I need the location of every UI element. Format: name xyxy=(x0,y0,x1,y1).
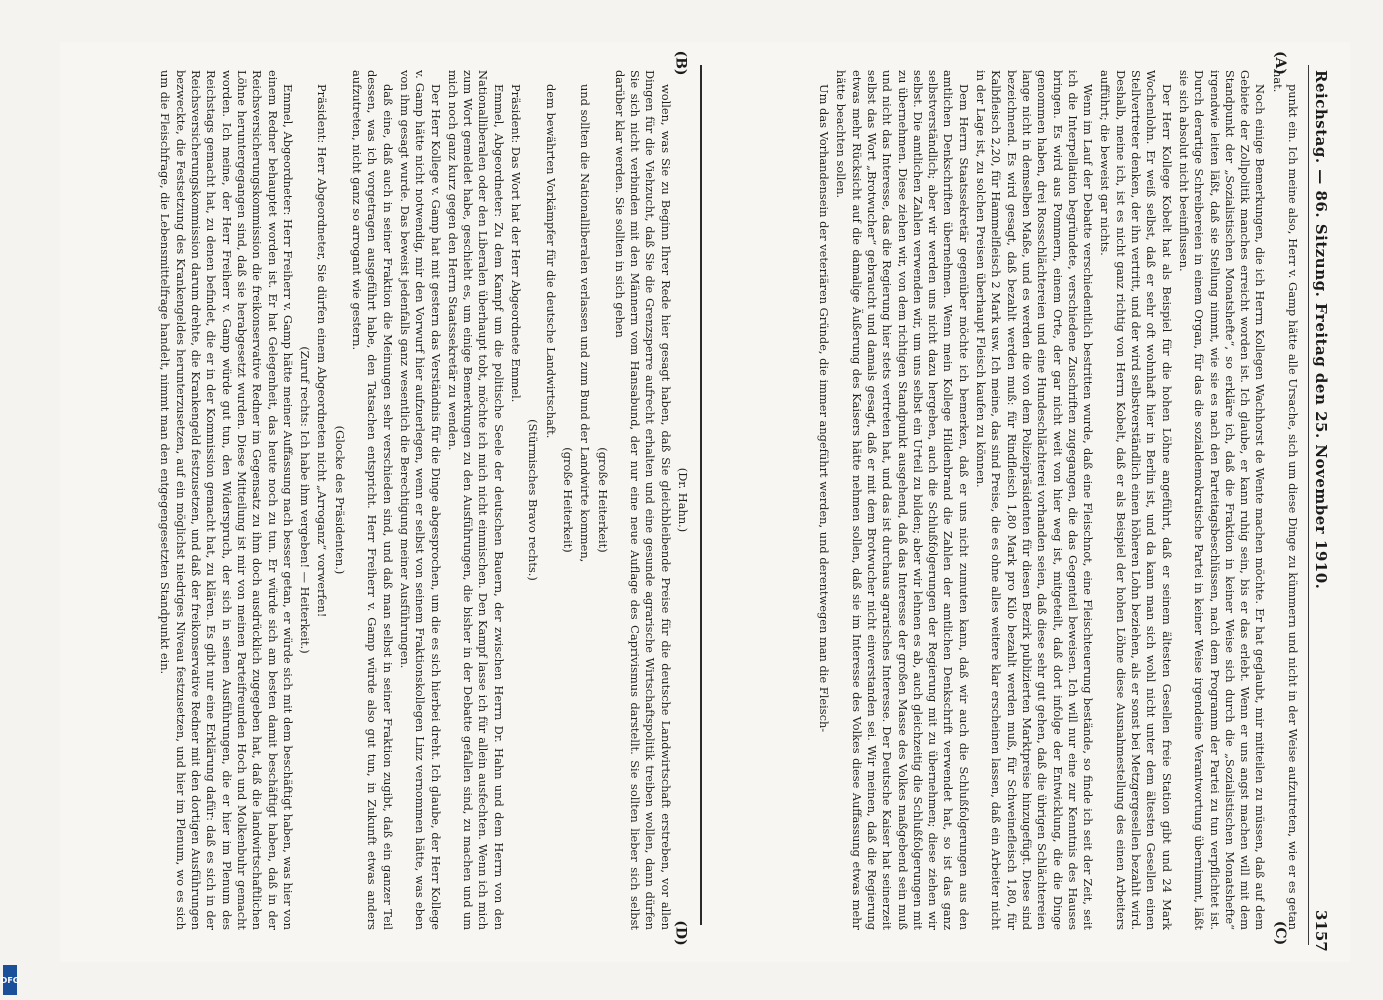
paragraph: (Zuruf rechts: Ich habe ihm vergeben! — Heiterkeit.) xyxy=(298,346,313,654)
page-number: 3157 xyxy=(1312,910,1330,952)
paragraph: punkt ein. Ich meine also, Herr v. Gamp hätte alle Ursache, sich um diese Dinge zu kümmern und nicht in der Weise aufzutreten, wie er es getan hat. xyxy=(1270,70,1300,930)
paragraph: und sollten die Nationalliberalen verlassen und zum Bund der Landwirte kommen, xyxy=(578,84,593,563)
paragraph: Emmel, Abgeordneter: Herr Freiherr v. Gamp hätte meiner Auffassung nach besser getan, er würde sich mit dem beschäftigt haben, was hier von einem Redner behauptet worden ist. Er hat Gelegenheit, das heute noch zu tun. Er würde sich am besten damit beschäftigt haben, daß in der Reichsversicherungskommission die freikonservative Redner im Gegensatz zu ihm doch ausdrücklich zugegeben hat, daß die landwirtschaftlichen Löhne heruntergegangen sind, daß sie herabgesetzt wurden. Diese Mitteilung ist mir von meinen Parteifreunden Hoch und Molkenbuhr gemacht worden. Ich meine, der Herr Freiherr v. Gamp würde gut tun, den Widerspruch, der sich in seinen Ausführungen, die er hier im Plenum des Reichstags gemacht hat, zu denen befindet, die er in der Kommission gemacht hat, zu klären. Es gibt nur eine Erklärung dafür: daß es sich in der Reichsversicherungskommission darum drehte, die Krankengeld festzusetzen, und daß der freikonservative Redner mit den dortigen Ausführungen bezweckte, die Festsetzung des Krankengeldes herunterzusetzen, auf ein möglichst niedriges Niveau festzusetzen, und hier im Plenum, wo es sich um die Fleischfrage, die Lebensmittelfrage handelt, nimmt man den entgegengesetzten Standpunkt ein. xyxy=(158,70,295,930)
paragraph: wollen, was Sie zu Beginn Ihrer Rede hier gesagt haben, daß Sie gleichbleibende Preise für die deutsche Landwirtschaft erstreben, vor allen Dingen für die Viehzucht, daß Sie die Grenzsperre aufrecht erhalten und eine gesunde agrarische Wirtschaftspolitik treiben wollen, dann dürfen Sie sich nicht verbinden mit den Männern vom Hansabund, der nur eine neue Auflage des Caprivismus darstellt. Sie sollten lieber sich selbst darüber klar werden. Sie sollten in sich gehen xyxy=(612,70,673,930)
margin-marker-a: (A) xyxy=(1272,50,1289,76)
paragraph: (Stürmisches Bravo rechts.) xyxy=(526,419,541,581)
paragraph: Noch einige Bemerkungen, die ich Herrn Kollegen Wachhorst de Wente machen möchte. Er hat geglaubt, mir mitteilen zu müssen, daß auf dem Gebiete der Zollpolitik manches erreicht worden ist. Ich glaube, er kann ruhig sein, bis er das erlebt. Wenn er uns angst machen will mit dem Standpunkt der „Sozialistischen Monatshefte“, so erkläre ich, daß die Fraktion in keiner Weise sich durch die „Sozialistischen Monatshefte“ irgendwie leiten läßt, daß sie Stellung nimmt, wie sie es nach den Parteitagsbeschlüssen, nach dem Programm der Partei zu tun verpflichtet ist. Durch derartige Schreibereien in einem Organ, für das die sozialdemokratische Partei in keiner Weise irgendeine Verantwortung übernimmt, läßt sie sich absolut nicht beeinflussen. xyxy=(1176,70,1268,930)
paragraph: Um das Vorhandensein der veteriären Gründe, die immer angeführt werden, und derentwegen man die Fleisch- xyxy=(817,84,832,733)
paragraph: (große Heiterkeit) xyxy=(595,447,610,553)
paragraph: Präsident: Das Wort hat der Herr Abgeordnete Emmel. xyxy=(509,84,524,403)
paragraph: Wenn im Lauf der Debatte verschiedentlich bestritten wurde, daß eine Fleischnot, eine Fleischteuerung bestände, so finde ich seit der Zeit, seit ich die Interpellation begründete, verschiedene Zuschriften zugegangen, die das Gegenteil beweisen. Ich will nur eine zur Kenntnis des Hauses bringen. Es wird aus Pommern, einem Orte, der gar nicht weit von hier weg ist, mitgeteilt, daß dort infolge der Entwicklung, die die Dinge genommen haben, drei Rossschlächtereien und eine Hundeschlächterei vorhanden seien, daß diese sehr gut gehen, daß die übrigen Schlächtereien lange nicht in demselben Maße, und es werden die von dem Polizeipräsidenten für diesen Bezirk publizierten Marktpreise hinzugefügt. Diese sind bezeichnend. Es wird gesagt, daß bezahlt werden muß: für Rindfleisch 1,80 Mark pro Kilo bezahlt werden muß, für Schweinefleisch 1,80, für Kalbfleisch 2,20, für Hammelfleisch 2 Mark usw. Ich meine, das sind Preise, die es ohne alles weitere klar erscheinen lassen, daß ein Arbeiter nicht in der Lage ist, zu solchen Preisen überhaupt Fleisch kaufen zu können. xyxy=(974,70,1096,930)
paragraph: Dem Herrn Staatssekretär gegenüber möchte ich bemerken, daß er uns nicht zumuten kann, daß wir auch die Schlußfolgerungen aus den amtlichen Denkschriften übernehmen. Wenn mein Kollege Hildenbrand die Zahlen der amtlichen Denkschrift verwendet hat, so ist das ganz selbstverständlich; aber wir werden uns nicht dazu hergeben, auch die Schlußfolgerungen der Regierung mit zu übernehmen; diese ziehen wir selbst. Die amtlichen Zahlen verwenden wir, um uns selbst ein Urteil zu bilden; aber wir lehnen es ab, auch gleichzeitig die Schlußfolgerungen mit zu übernehmen. Diese ziehen wir, von dem richtigen Standpunkt ausgehend, daß das Interesse der großen Masse des Volkes maßgebend sein muß und nicht das Interesse, das die Regierung hier stets vertreten hat, und das ist durchaus agrarisches Interesse. Der Deutsche Kaiser hat seinerzeit selbst das Wort „Brotwucher“ gebraucht und damals gesagt, daß er mit dem Brotwucher nicht einverstanden sei. Wir meinen, daß die Regierung etwas mehr Rücksicht auf die damalige Äußerung des Kaisers hätte nehmen sollen, daß sie im Interesse des Volkes diese Auffassung etwas mehr hätte beachten sollen. xyxy=(834,70,971,930)
dfg-logo: DFG xyxy=(3,965,17,995)
column-right xyxy=(710,70,1300,930)
header-rule xyxy=(1308,65,1309,945)
paragraph: daß eine, daß auch in seiner Fraktion die Meinungen sehr verschieden sind, und daß man selbst in seiner Fraktion zugibt, daß ein ganzer Teil dessen, was ich vorgetragen ausgeführt habe, den Tatsachen entspricht. Herr Freiherr v. Gamp würde also gut tun, in Zukunft etwas anders aufzutreten, nicht ganz so arrogant wie gestern. xyxy=(350,70,395,930)
paragraph: (große Heiterkeit) xyxy=(560,447,575,553)
margin-marker-c: (C) xyxy=(1272,920,1289,946)
paragraph: Der Herr Kollege Kobelt hat als Beispiel für die hohen Löhne angeführt, daß er seinem ältesten Gesellen freie Station gibt und 24 Mark Wochenlohn. Er weiß selbst, daß er sehr oft wohnhaft hier in Berlin ist, und da kann man sich wohl nicht unter dem ältesten Gesellen einen Stellvertreter denken, der ihn vertritt, und der wird selbstverständlich einen höheren Lohn beziehen, als er sonst bei Metzgergesellen bezahlt wird. Deshalb, meine ich, ist es nicht ganz richtig von Herrn Kobelt, daß er als Beispiel der hohen Löhne diese Ausnahmestellung des einen Arbeiters aufführt; die beweist gar nichts. xyxy=(1098,70,1174,930)
paragraph: (Glocke des Präsidenten.) xyxy=(332,425,347,575)
paragraph: Emmel, Abgeordneter: Zu dem Kampf um die politische Seele der deutschen Bauern, der zwischen Herrn Dr. Hahn und dem Herrn von den Nationalliberalen oder den Liberalen überhaupt tobt, möchte ich mich nicht einmischen. Den Kampf lasse ich für allein ausfechten. Wenn ich mich zum Wort gemeldet habe, geschieht es, um einige Bemerkungen zu den Ausführungen, die bisher in der Debatte gefallen sind, zu machen und um mich noch ganz kurz gegen den Herrn Staatssekretär zu wenden. xyxy=(445,70,506,930)
speaker-note: (Dr. Hahn.) xyxy=(676,467,690,533)
page-header: Reichstag. — 86. Sitzung. Freitag den 25. November 1910. xyxy=(1312,70,1330,590)
column-left xyxy=(60,70,690,930)
margin-marker-d: (D) xyxy=(672,920,689,946)
column-divider xyxy=(700,65,702,925)
margin-marker-b: (B) xyxy=(672,50,689,76)
paragraph: dem bewährten Vorkämpfer für die deutsche Landwirtschaft. xyxy=(543,84,558,439)
paragraph: Der Herr Kollege v. Gamp hat mit gestern das Verständnis für die Dinge abgesprochen, um die es sich hierbei dreht. Ich glaube, der Herr Kollege v. Gamp hätte nicht notwendig, mir den Vorwurf hier aufzuerlegen, wenn er selbst von seinem Fraktionskollegen Linz vernommen hätte, was eben von ihm gesagt wurde. Das beweist jedenfalls ganz wesentlich die Berechtigung meiner Ausführungen. xyxy=(397,70,443,930)
paragraph: Präsident: Herr Abgeordneter, Sie dürfen einem Abgeordneten nicht „Arroganz“ vorwerfen! xyxy=(315,84,330,618)
